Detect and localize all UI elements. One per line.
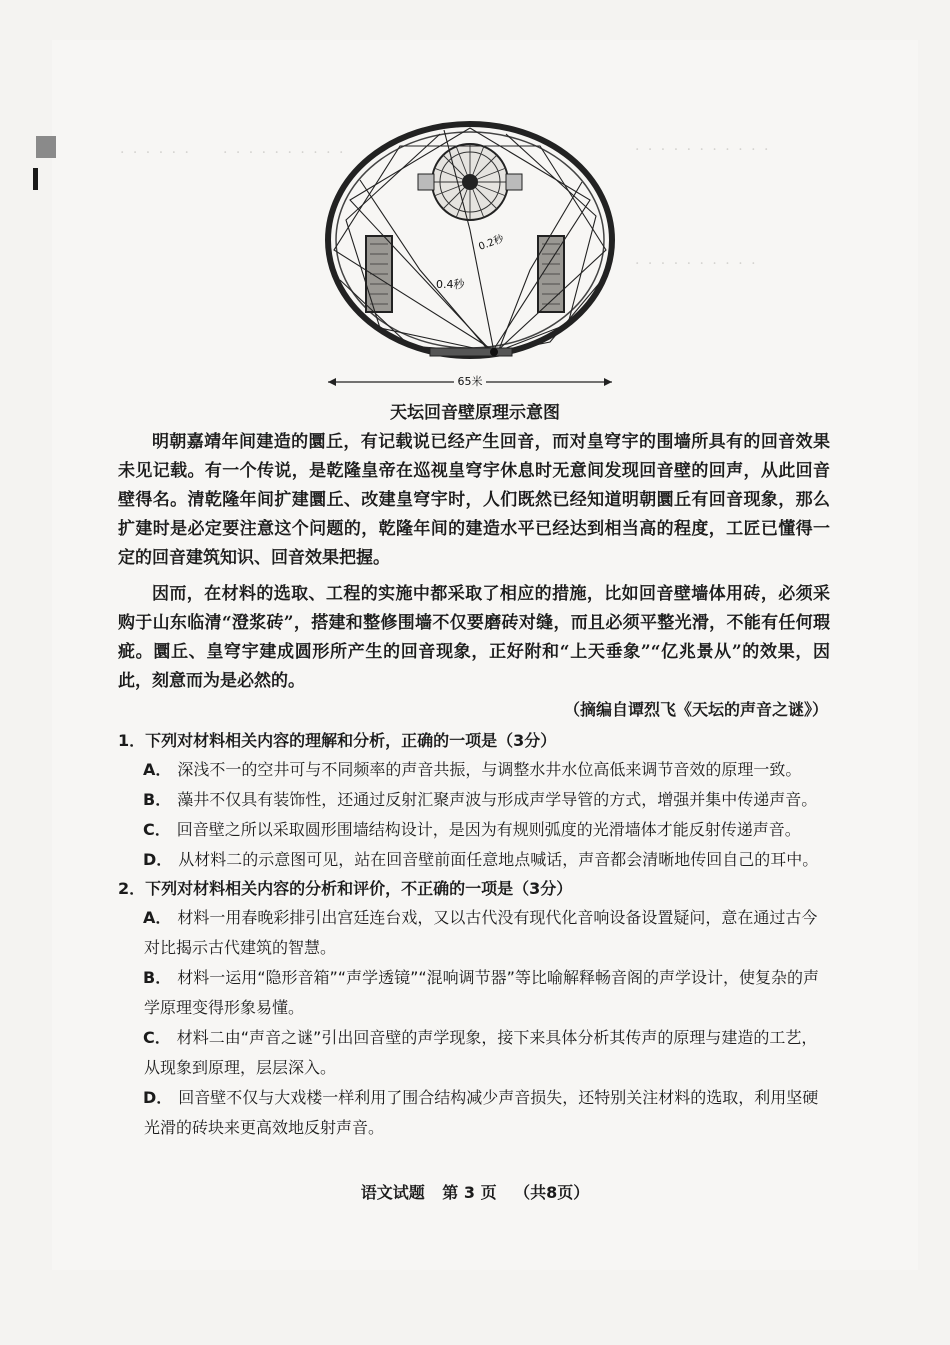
answer-option[interactable] bbox=[144, 815, 830, 845]
option-letter: A． bbox=[143, 908, 172, 927]
option-text: 回音壁不仅与大戏楼一样利用了围合结构减少声音损失，还特别关注材料的选取，利用坚硬光滑的砖块来更高效地反射声音。 bbox=[144, 1088, 819, 1137]
option-letter: D． bbox=[143, 850, 173, 869]
question-1 bbox=[118, 727, 830, 875]
bleed-through-text: · · · · · · · · · · · bbox=[635, 142, 771, 158]
scan-edge-mark bbox=[33, 168, 38, 190]
time-label-0-4s: 0.4秒 bbox=[436, 278, 465, 291]
option-text: 深浅不一的空井可与不同频率的声音共振，与调整水井水位高低来调节音效的原理一致。 bbox=[177, 760, 802, 779]
diagram-caption: 天坛回音壁原理示意图 bbox=[390, 403, 560, 423]
option-text: 材料二由“声音之谜”引出回音壁的声学现象，接下来具体分析其传声的原理与建造的工艺，从现象到原理，层层深入。 bbox=[144, 1028, 818, 1077]
footer-subject: 语文试题 bbox=[360, 1183, 425, 1202]
answer-option[interactable] bbox=[144, 963, 830, 1023]
option-letter: C． bbox=[143, 1028, 171, 1047]
question-2 bbox=[118, 875, 830, 1143]
bleed-through-text: · · · · · · · · · · bbox=[635, 256, 758, 272]
option-text: 从材料二的示意图可见，站在回音壁前面任意地点喊话，声音都会清晰地传回自己的耳中。 bbox=[178, 850, 819, 869]
option-text: 材料一运用“隐形音箱”“声学透镜”“混响调节器”等比喻解释畅音阁的声学设计，使复杂的声学原理变得形象易懂。 bbox=[144, 968, 819, 1017]
option-letter: B． bbox=[143, 968, 172, 987]
answer-option[interactable] bbox=[144, 903, 830, 963]
question-stem: 1．下列对材料相关内容的理解和分析，正确的一项是（3分） bbox=[118, 731, 557, 750]
option-letter: C． bbox=[143, 820, 171, 839]
time-label-0-2s: 0.2秒 bbox=[477, 233, 506, 253]
echo-wall-diagram bbox=[320, 120, 620, 392]
footer-page-number: 第 3 页 bbox=[442, 1183, 497, 1202]
central-hall-icon bbox=[418, 144, 522, 220]
option-text: 材料一用春晚彩排引出宫廷连台戏，又以古代没有现代化音响设备设置疑问，意在通过古今对比揭示古代建筑的智慧。 bbox=[144, 908, 818, 957]
option-letter: B． bbox=[143, 790, 172, 809]
scan-edge-mark bbox=[36, 136, 56, 158]
page-footer bbox=[0, 1180, 950, 1203]
option-letter: A． bbox=[143, 760, 172, 779]
passage-source: （摘编自谭烈飞《天坛的声音之谜》） bbox=[563, 700, 828, 719]
answer-option[interactable] bbox=[144, 1083, 830, 1143]
option-text: 藻井不仅具有装饰性，还通过反射汇聚声波与形成声学导管的方式，增强并集中传递声音。 bbox=[177, 790, 818, 809]
option-text: 回音壁之所以采取圆形围墙结构设计，是因为有规则弧度的光滑墙体才能反射传递声音。 bbox=[176, 820, 801, 839]
passage-paragraph-2: 因而，在材料的选取、工程的实施中都采取了相应的措施，比如回音壁墙体用砖，必须采购于山东临清“澄浆砖”，搭建和整修围墙不仅要磨砖对缝，而且必须平整光滑，不能有任何瑕疵。圜丘、皇穹宇建成圆形所产生的回音现象，正好附和“上天垂象”“亿兆景从”的效果，因此，刻意而为是必然的。 bbox=[118, 584, 830, 691]
answer-option[interactable] bbox=[144, 755, 830, 785]
west-hall-icon bbox=[366, 236, 392, 312]
passage-paragraph-1: 明朝嘉靖年间建造的圜丘，有记载说已经产生回音，而对皇穹宇的围墙所具有的回音效果未见记载。有一个传说，是乾隆皇帝在巡视皇穹宇休息时无意间发现回音壁的回声，从此回音壁得名。清乾隆年间扩建圜丘、改建皇穹宇时，人们既然已经知道明朝圜丘有回音现象，那么扩建时是必定要注意这个问题的，乾隆年间的建造水平已经达到相当高的程度，工匠已懂得一定的回音建筑知识、回音效果把握。 bbox=[118, 432, 830, 568]
answer-option[interactable] bbox=[144, 785, 830, 815]
answer-option[interactable] bbox=[144, 845, 830, 875]
footer-total-pages: （共8页） bbox=[514, 1183, 590, 1202]
question-stem: 2．下列对材料相关内容的分析和评价，不正确的一项是（3分） bbox=[118, 879, 573, 898]
answer-option[interactable] bbox=[144, 1023, 830, 1083]
speaker-point-icon bbox=[430, 348, 512, 356]
option-letter: D． bbox=[143, 1088, 173, 1107]
width-label: 65米 bbox=[457, 375, 483, 388]
bleed-through-text: · · · · · · · · · · · · · · · · bbox=[120, 145, 346, 161]
